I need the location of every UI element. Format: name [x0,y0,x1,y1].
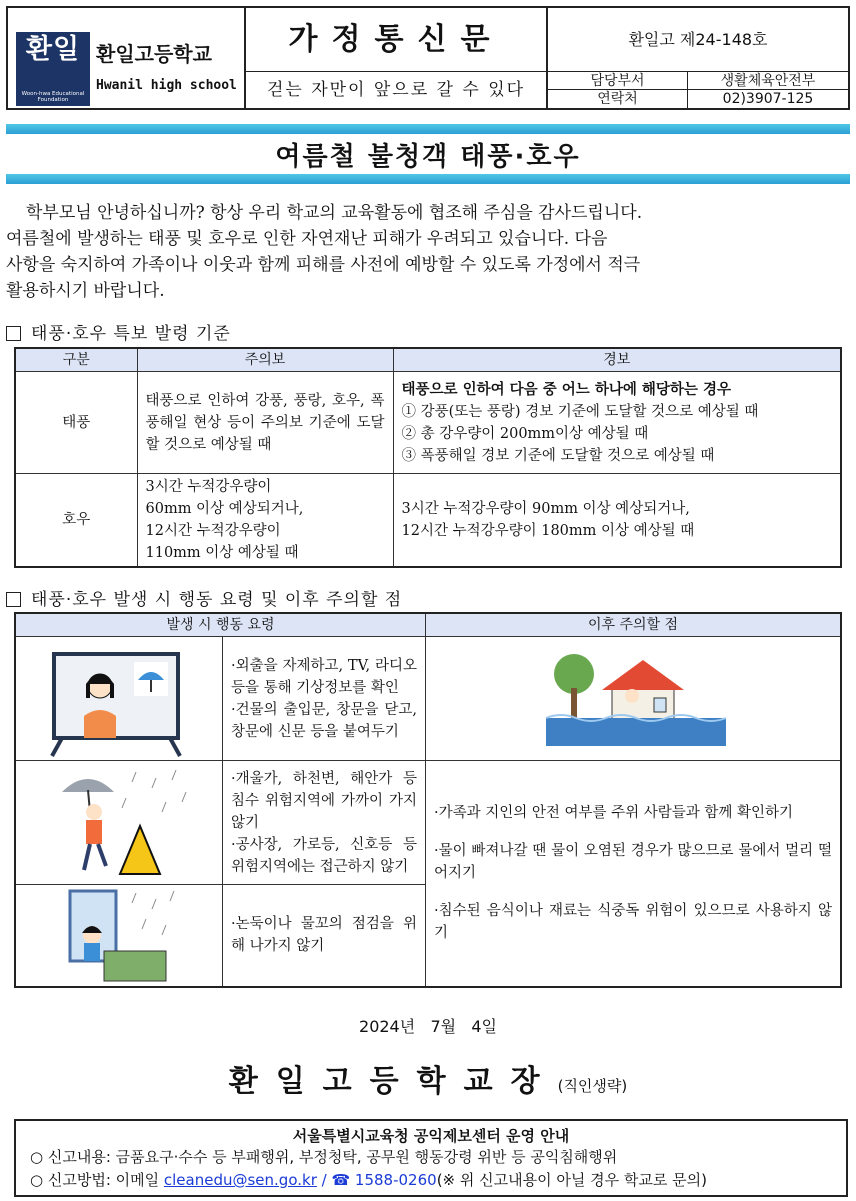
dept-label: 담당부서 [548,72,688,90]
intro-line: 여름철에 발생하는 태풍 및 호우로 인한 자연재난 피해가 우려되고 있습니다. 다음 [6,229,608,249]
tv-weather-illustration [15,637,223,761]
issue-date: 2024년 7월 4일 [359,1017,497,1036]
contact-label: 연락처 [548,90,688,108]
principal-name: 환일고등학교장 [228,1064,558,1099]
header-box [6,6,850,110]
during-item: ·개울가, 하천변, 해안가 등 침수 위험지역에 가까이 가지 않기 [231,770,417,831]
rain-warning-line: 12시간 누적강우량이 180mm 이상 예상될 때 [401,523,695,539]
action-guide-table [14,612,842,988]
school-motto: 걷는 자만이 앞으로 갈 수 있다 [246,72,548,108]
after-item: ·물이 빠져나갈 땐 물이 오염된 경우가 많으므로 물에서 멀리 떨어지기 [434,843,832,882]
during-item: ·공사장, 가로등, 신호등 등 위험지역에는 접근하지 않기 [231,836,417,875]
seal-note: (직인생략) [557,1077,628,1095]
col-after: 이후 주의할 점 [426,613,842,637]
rain-label: 호우 [15,474,137,568]
phone-note: (※ 위 신고내용이 아닐 경우 학교로 문의) [436,1171,707,1189]
during-text-1 [223,637,426,761]
newsletter-page [6,6,850,1196]
page-title: 여름철 불청객 태풍·호우 [275,142,581,172]
during-text-3: ·논둑이나 물꼬의 점검을 위해 나가지 않기 [223,885,426,987]
rain-advisory-line: 110mm 이상 예상될 때 [145,545,299,561]
typhoon-warning [393,372,841,474]
title-bar-top [6,124,850,134]
during-item: ·외출을 자제하고, TV, 라디오 등을 통해 기상정보를 확인 [231,657,417,696]
newsletter-title: 가정통신문 [246,8,548,72]
section1-heading-text: 태풍·호우 특보 발령 기준 [31,324,231,344]
typhoon-warning-item: ① 강풍(또는 풍랑) 경보 기준에 도달할 것으로 예상될 때 [401,403,759,420]
intro-paragraph [6,200,842,304]
typhoon-warning-item: ② 총 강우량이 200mm이상 예상될 때 [401,425,649,442]
report-content: ○ 신고내용: 금품요구·수수 등 부패행위, 부정청탁, 공무원 행동강령 위반 등 공익침해행위 [30,1148,618,1166]
rain-warning-line: 3시간 누적강우량이 90mm 이상 예상되거나, [401,501,690,517]
intro-line: 사항을 숙지하여 가족이나 이웃과 함께 피해를 사전에 예방할 수 있도록 가정에서 적극 [6,255,641,275]
method-label: ○ 신고방법: 이메일 [30,1171,164,1189]
email-link[interactable]: cleanedu@sen.go.kr [163,1171,317,1189]
table-row [15,372,841,474]
section2-heading-text: 태풍·호우 발생 시 행동 요령 및 이후 주의할 점 [31,590,403,610]
dept-value: 생활체육안전부 [688,72,848,90]
phone-icon: ☎ [331,1171,351,1189]
table-row [15,637,841,761]
section2-heading [6,585,402,610]
during-text-2 [223,761,426,885]
whistleblower-notice [14,1119,848,1197]
school-logo [16,32,90,106]
table-row [15,474,841,568]
intro-line: 활용하시기 바랍니다. [6,281,165,301]
col-advisory: 주의보 [137,348,393,372]
after-item: ·가족과 지인의 안전 여부를 주위 사람들과 함께 확인하기 [434,805,794,822]
during-item: ·건물의 출입문, 창문을 닫고, 창문에 신문 등을 붙여두기 [231,701,417,740]
rain-advisory [137,474,393,568]
school-name-en: Hwanil high school [96,78,237,93]
section1-heading [6,319,231,344]
rain-advisory-line: 12시간 누적강우량이 [145,523,281,539]
notice-title: 서울특별시교육청 공익제보센터 운영 안내 [292,1127,570,1145]
checkbox-square-icon [6,326,21,341]
after-item: ·침수된 음식이나 재료는 식중독 위험이 있으므로 사용하지 않기 [434,903,832,942]
typhoon-label: 태풍 [15,372,137,474]
typhoon-warning-item: ③ 폭풍해일 경보 기준에 도달할 것으로 예상될 때 [401,447,715,464]
table-row [15,761,841,885]
rain-advisory-line: 60mm 이상 예상되거나, [145,501,304,517]
checkbox-square-icon [6,592,21,607]
rain-advisory-line: 3시간 누적강우량이 [145,479,272,495]
col-category: 구분 [15,348,137,372]
school-logo-area [8,8,246,108]
flooded-house-illustration [426,637,842,761]
rain-warning [393,474,841,568]
logo-text: 환일 [25,34,81,65]
school-name-ko: 환일고등학교 [96,42,212,66]
typhoon-advisory: 태풍으로 인하여 강풍, 풍랑, 호우, 폭풍해일 현상 등이 주의보 기준에 도달할 것으로 예상될 때 [137,372,393,474]
intro-line: 학부모님 안녕하십니까? 항상 우리 학교의 교육활동에 협조해 주심을 감사드립니다. [26,203,643,223]
after-text [426,761,842,987]
typhoon-warning-head: 태풍으로 인하여 다음 중 어느 하나에 해당하는 경우 [401,380,731,398]
col-during: 발생 시 행동 요령 [15,613,426,637]
window-rain-illustration [15,885,223,987]
umbrella-rain-illustration [15,761,223,885]
title-bar-bottom [6,174,850,184]
logo-foundation: Woon-hwa Educational Foundation [21,91,85,103]
document-number: 환일고 제24-148호 [548,8,848,72]
alert-criteria-table [14,347,842,568]
phone-number: 1588-0260 [350,1171,437,1189]
contact-value: 02)3907-125 [722,91,814,107]
separator: / [316,1171,332,1189]
principal-signature [6,1056,850,1100]
col-warning: 경보 [393,348,841,372]
report-method [16,1169,846,1192]
